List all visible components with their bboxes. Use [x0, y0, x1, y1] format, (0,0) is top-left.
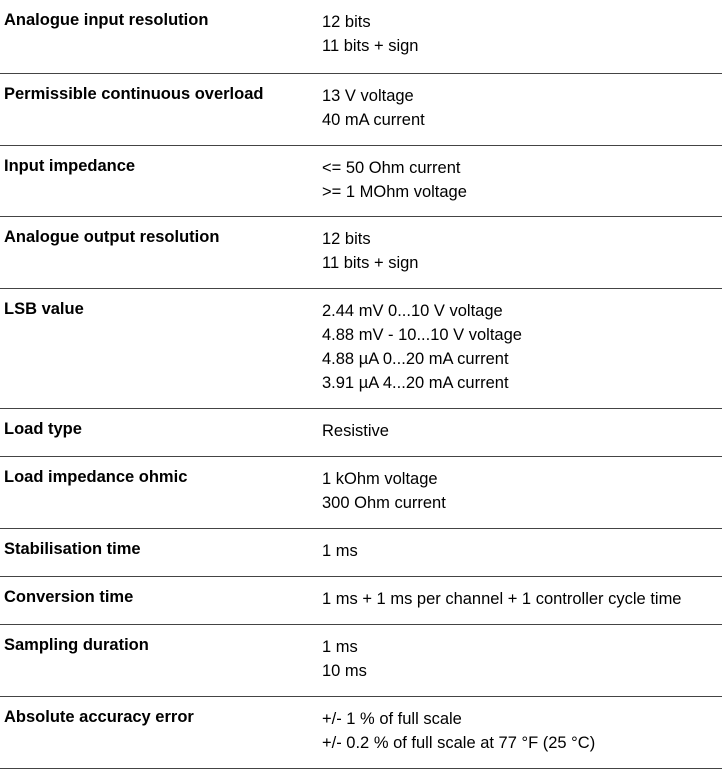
spec-values: [322, 457, 722, 528]
spec-value: 1 ms: [322, 542, 358, 560]
spec-value: >= 1 MOhm voltage: [322, 183, 467, 201]
spec-label: Permissible continuous overload: [4, 85, 264, 103]
spec-value: 10 ms: [322, 662, 367, 680]
spec-label: Stabilisation time: [4, 540, 141, 558]
spec-label: Analogue output resolution: [4, 228, 220, 246]
spec-value: 11 bits + sign: [322, 37, 419, 55]
spec-values: [322, 74, 722, 145]
spec-row-input-impedance: [0, 146, 722, 217]
spec-values: [322, 146, 722, 216]
spec-row-conversion-time: [0, 577, 722, 625]
spec-values: [322, 697, 722, 768]
spec-value: 11 bits + sign: [322, 254, 419, 272]
spec-value: 1 kOhm voltage: [322, 470, 438, 488]
spec-label: LSB value: [4, 300, 84, 318]
spec-label: Conversion time: [4, 588, 134, 606]
spec-value: 13 V voltage: [322, 87, 414, 105]
spec-values: [322, 409, 722, 456]
spec-row-load-type: [0, 409, 722, 457]
spec-value: 4.88 µA 0...20 mA current: [322, 350, 509, 368]
spec-value: 300 Ohm current: [322, 494, 446, 512]
spec-label: Sampling duration: [4, 636, 149, 654]
spec-value: +/- 1 % of full scale: [322, 710, 462, 728]
spec-value: +/- 0.2 % of full scale at 77 °F (25 °C): [322, 734, 596, 752]
spec-row-permissible-continuous-overload: [0, 74, 722, 146]
spec-value: 1 ms: [322, 638, 358, 656]
spec-value: 12 bits: [322, 13, 371, 31]
spec-row-absolute-accuracy-error: [0, 697, 722, 769]
spec-value: 1 ms + 1 ms per channel + 1 controller cycle time: [322, 590, 682, 608]
spec-row-lsb-value: [0, 289, 722, 409]
spec-value: 40 mA current: [322, 111, 425, 129]
spec-value: 12 bits: [322, 230, 371, 248]
spec-value: 4.88 mV - 10...10 V voltage: [322, 326, 522, 344]
spec-label: Analogue input resolution: [4, 11, 209, 29]
spec-row-stabilisation-time: [0, 529, 722, 577]
spec-values: [322, 625, 722, 696]
spec-row-analogue-output-resolution: [0, 217, 722, 289]
spec-label: Load type: [4, 420, 82, 438]
spec-row-load-impedance-ohmic: [0, 457, 722, 529]
spec-label: Load impedance ohmic: [4, 468, 188, 486]
spec-row-analogue-input-resolution: [0, 0, 722, 74]
spec-values: [322, 577, 722, 624]
spec-values: [322, 217, 722, 288]
spec-value: 2.44 mV 0...10 V voltage: [322, 302, 503, 320]
spec-value: Resistive: [322, 422, 389, 440]
spec-label: Absolute accuracy error: [4, 708, 194, 726]
spec-label: Input impedance: [4, 157, 136, 175]
spec-values: [322, 529, 722, 576]
spec-row-sampling-duration: [0, 625, 722, 697]
spec-values: [322, 0, 722, 73]
spec-value: <= 50 Ohm current: [322, 159, 461, 177]
spec-values: [322, 289, 722, 408]
spec-value: 3.91 µA 4...20 mA current: [322, 374, 509, 392]
